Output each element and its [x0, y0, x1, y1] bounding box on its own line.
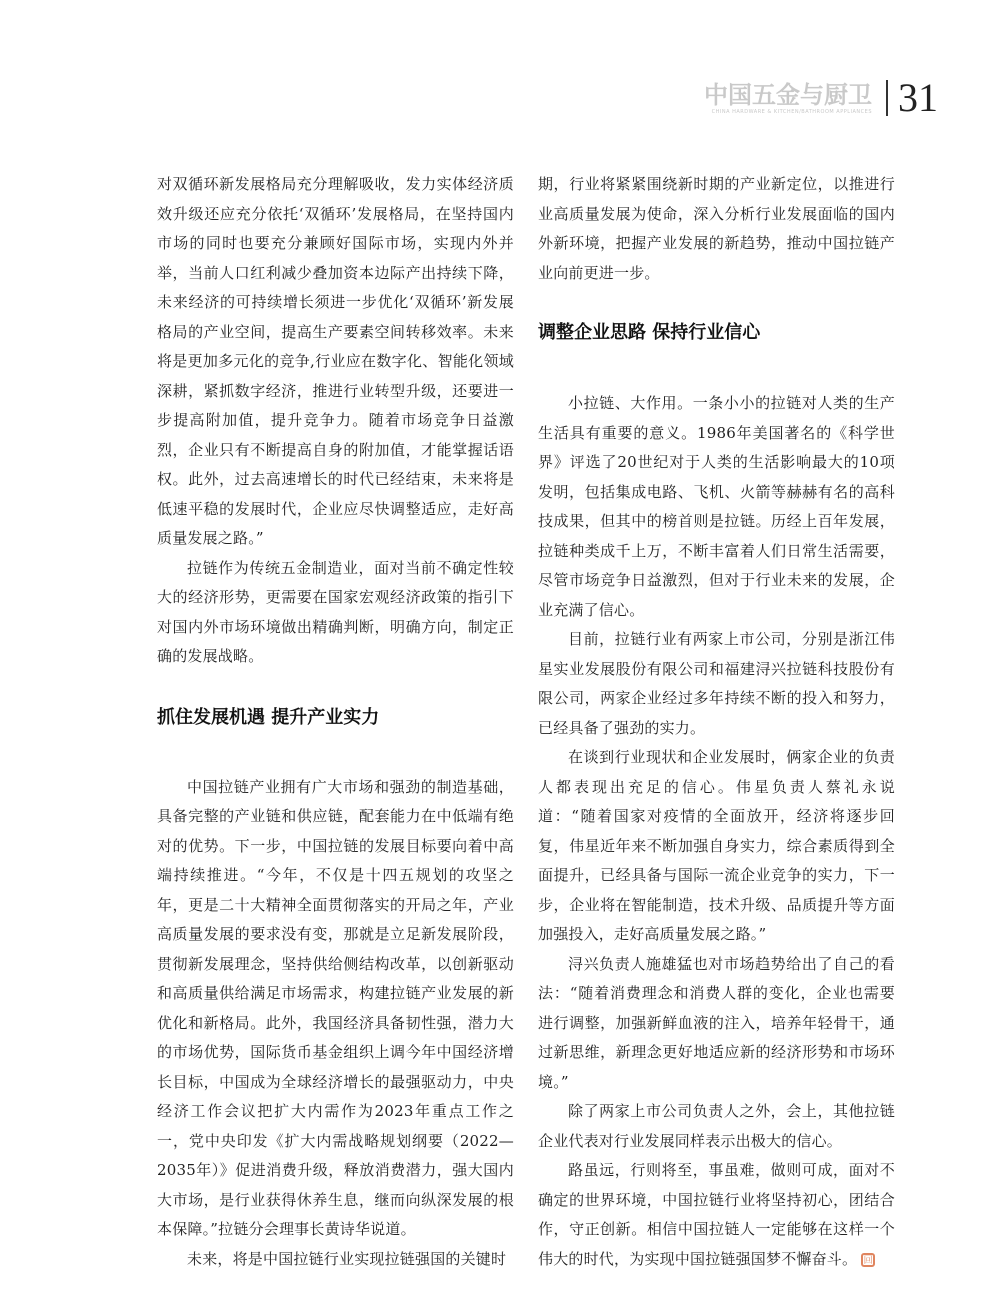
paragraph: 中国拉链产业拥有广大市场和强劲的制造基础，具备完整的产业链和供应链，配套能力在中低端有绝对的优势。下一步，中国拉链的发展目标要向着中高端持续推进。“今年，不仅是十四五规划的攻坚之年，更是二十大精神全面贯彻落实的开局之年，产业高质量发展的要求没有变，那就是立足新发展阶段，贯彻新发展理念，坚持供给侧结构改革，以创新驱动和高质量供给满足市场需求，构建拉链产业发展的新优化和新格局。此外，我国经济具备韧性强，潜力大的市场优势，国际货币基金组织上调今年中国经济增长目标，中国成为全球经济增长的最强驱动力，中央经济工作会议把扩大内需作为2023年重点工作之一，党中央印发《扩大内需战略规划纲要（2022—2035年）》促进消费升级，释放消费潜力，强大国内大市场，是行业获得休养生息，继而向纵深发展的根本保障。”拉链分会理事长黄诗华说道。 — [157, 777, 514, 1238]
paragraph: 在谈到行业现状和企业发展时，俩家企业的负责人都表现出充足的信心。伟星负责人蔡礼永说道：“随着国家对疫情的全面放开，经济将逐步回复，伟星近年来不断加强自身实力，综合素质得到全面提升，已经具备与国际一流企业竞争的实力，下一步，企业将在智能制造，技术升级、品质提升等方面加强投入，走好高质量发展之路。” — [538, 748, 895, 943]
section-heading: 抓住发展机遇 提升产业实力 — [157, 706, 380, 728]
paragraph: 浔兴负责人施雄猛也对市场趋势给出了自己的看法：“随着消费理念和消费人群的变化，企业也需要进行调整，加强新鲜血液的注入，培养年轻骨干，通过新思维，新理念更好地适应新的经济形势和市场环境。” — [538, 954, 895, 1091]
paragraph: 期，行业将紧紧围绕新时期的产业新定位，以推进行业高质量发展为使命，深入分析行业发展面临的国内外新环境，把握产业发展的新趋势，推动中国拉链产业向前更进一步。 — [538, 175, 895, 282]
section-heading: 调整企业思路 保持行业信心 — [538, 322, 761, 343]
paragraph: 小拉链、大作用。一条小小的拉链对人类的生产生活具有重要的意义。1986年美国著名的《科学世界》评选了20世纪对于人类的生活影响最大的10项发明，包括集成电路、飞机、火箭等赫赫有名的高科技成果，但其中的榜首则是拉链。历经上百年发展，拉链种类成千上万，不断丰富着人们日常生活需要，尽管市场竞争日益激烈，但对于行业未来的发展，企业充满了信心。 — [538, 394, 895, 619]
paragraph: 对双循环新发展格局充分理解吸收，发力实体经济质效升级还应充分依托‘双循环’发展格局，在坚持国内市场的同时也要充分兼顾好国际市场，实现内外并举，当前人口红利减少叠加资本边际产出持续下降，未来经济的可持续增长须进一步优化‘双循环’新发展格局的产业空间，提高生产要素空间转移效率。未来将是更加多元化的竞争,行业应在数字化、智能化领域深耕，紧抓数字经济，推进行业转型升级，还要进一步提高附加值，提升竞争力。随着市场竞争日益激烈，企业只有不断提高自身的附加值，才能掌握话语权。此外，过去高速增长的时代已经结束，未来将是低速平稳的发展时代，企业应尽快调整适应，走好高质量发展之路。” — [157, 175, 514, 547]
left-column — [157, 170, 514, 1274]
end-mark-icon: 回 — [861, 1253, 875, 1267]
magazine-logo — [704, 81, 872, 115]
page-header — [704, 75, 938, 120]
paragraph-text: 路虽远，行则将至，事虽难，做则可成，面对不确定的世界环境，中国拉链行业将坚持初心，团结合作，守正创新。相信中国拉链人一定能够在这样一个伟大的时代，为实现中国拉链强国梦不懈奋斗。 — [538, 1161, 895, 1268]
paragraph: 目前，拉链行业有两家上市公司，分别是浙江伟星实业发展股份有限公司和福建浔兴拉链科技股份有限公司，两家企业经过多年持续不断的投入和努力，已经具备了强劲的实力。 — [538, 630, 895, 737]
paragraph: 除了两家上市公司负责人之外，会上，其他拉链企业代表对行业发展同样表示出极大的信心。 — [538, 1102, 895, 1150]
page-number: 31 — [898, 75, 938, 120]
paragraph: 拉链作为传统五金制造业，面对当前不确定性较大的经济形势，更需要在国家宏观经济政策的指引下对国内外市场环境做出精确判断，明确方向，制定正确的发展战略。 — [157, 558, 514, 665]
logo-subtitle: CHINA HARDWARE & KITCHEN/BATHROOM APPLIANCES — [711, 109, 872, 115]
final-paragraph — [538, 1156, 895, 1274]
logo-text: 中国五金与厨卫 — [704, 81, 872, 109]
header-divider — [886, 80, 888, 116]
paragraph: 未来，将是中国拉链行业实现拉链强国的关键时 — [187, 1249, 507, 1268]
right-column — [538, 170, 895, 1274]
